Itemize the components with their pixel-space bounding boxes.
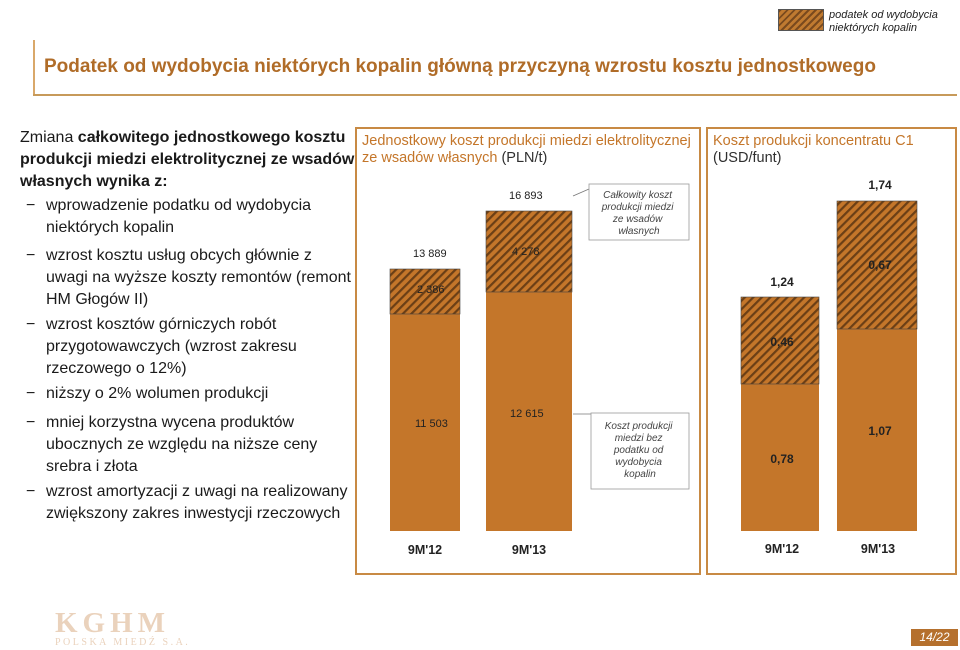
x-tick-9m13: 9M'13 <box>860 542 896 556</box>
stacked-bar-chart-c1-cost <box>708 129 955 573</box>
x-tick-9m12: 9M'12 <box>764 542 800 556</box>
intro-text <box>20 127 356 193</box>
callout-line-total <box>573 189 589 196</box>
list-item: − niższy o 2% wolumen produkcji <box>26 383 356 405</box>
chart-title: Koszt produkcji koncentratu C1 (USD/funt) <box>713 133 914 166</box>
x-tick-9m13: 9M'13 <box>511 543 547 557</box>
callout-text-total: Całkowity koszt produkcji miedzi ze wsadów własnych <box>601 190 674 237</box>
total-label-9m12: 1,24 <box>770 275 794 289</box>
page-number: 14/22 <box>911 629 958 646</box>
tax-label-9m13: 0,67 <box>868 258 892 272</box>
dash-icon: − <box>26 247 36 264</box>
intro-bold: całkowitego jednostkowego kosztu produkcji miedzi elektrolitycznej ze wsadów własnych wynika z: <box>20 129 355 190</box>
legend-label: podatek od wydobycia niektórych kopalin <box>829 9 938 34</box>
company-logo-subtitle: POLSKA MIEDŹ S.A. <box>55 637 191 648</box>
chart-panel-c1-cost <box>706 127 957 575</box>
tax-label-9m12: 2 386 <box>417 284 445 296</box>
list-item: − wprowadzenie podatku od wydobycia niektórych kopalin <box>26 197 312 236</box>
company-logo: KGHM <box>55 607 171 639</box>
list-item: − wzrost amortyzacji z uwagi na realizowany zwiększony zakres inwestycji rzeczowych <box>26 483 348 522</box>
chart-panel-unit-cost <box>355 127 701 575</box>
total-label-9m12: 13 889 <box>413 248 447 260</box>
title-divider <box>33 94 957 96</box>
title-accent <box>33 40 35 94</box>
dash-icon: − <box>26 197 36 214</box>
list-item: − wzrost kosztów górniczych robót przygotowawczych (wzrost zakresu rzeczowego o 12%) <box>26 316 297 377</box>
base-label-9m13: 12 615 <box>510 408 544 420</box>
callout-text-base: Koszt produkcji miedzi bez podatku od wydobycia kopalin <box>604 421 673 480</box>
base-label-9m13: 1,07 <box>868 424 892 438</box>
legend-swatch <box>778 9 824 31</box>
total-label-9m13: 1,74 <box>868 178 892 192</box>
list-item: − wzrost kosztu usług obcych głównie z uwagi na wyższe koszty remontów (remont HM Głogów II) <box>26 247 351 308</box>
list-item: − mniej korzystna wycena produktów ubocznych ze względu na niższe ceny srebra i złota <box>26 414 318 475</box>
x-tick-9m12: 9M'12 <box>407 543 443 557</box>
tax-label-9m13: 4 278 <box>512 246 540 258</box>
base-label-9m12: 11 503 <box>415 418 448 430</box>
dash-icon: − <box>26 385 36 402</box>
dash-icon: − <box>26 316 36 333</box>
dash-icon: − <box>26 414 36 431</box>
total-label-9m13: 16 893 <box>509 190 543 202</box>
intro-prefix: Zmiana <box>20 129 78 146</box>
page-title: Podatek od wydobycia niektórych kopalin główną przyczyną wzrostu kosztu jednostkowego <box>44 56 876 77</box>
chart-title: Jednostkowy koszt produkcji miedzi elektrolitycznej ze wsadów własnych (PLN/t) <box>362 133 691 166</box>
base-label-9m12: 0,78 <box>770 452 794 466</box>
dash-icon: − <box>26 483 36 500</box>
stacked-bar-chart-unit-cost <box>357 129 699 573</box>
tax-label-9m12: 0,46 <box>770 335 794 349</box>
